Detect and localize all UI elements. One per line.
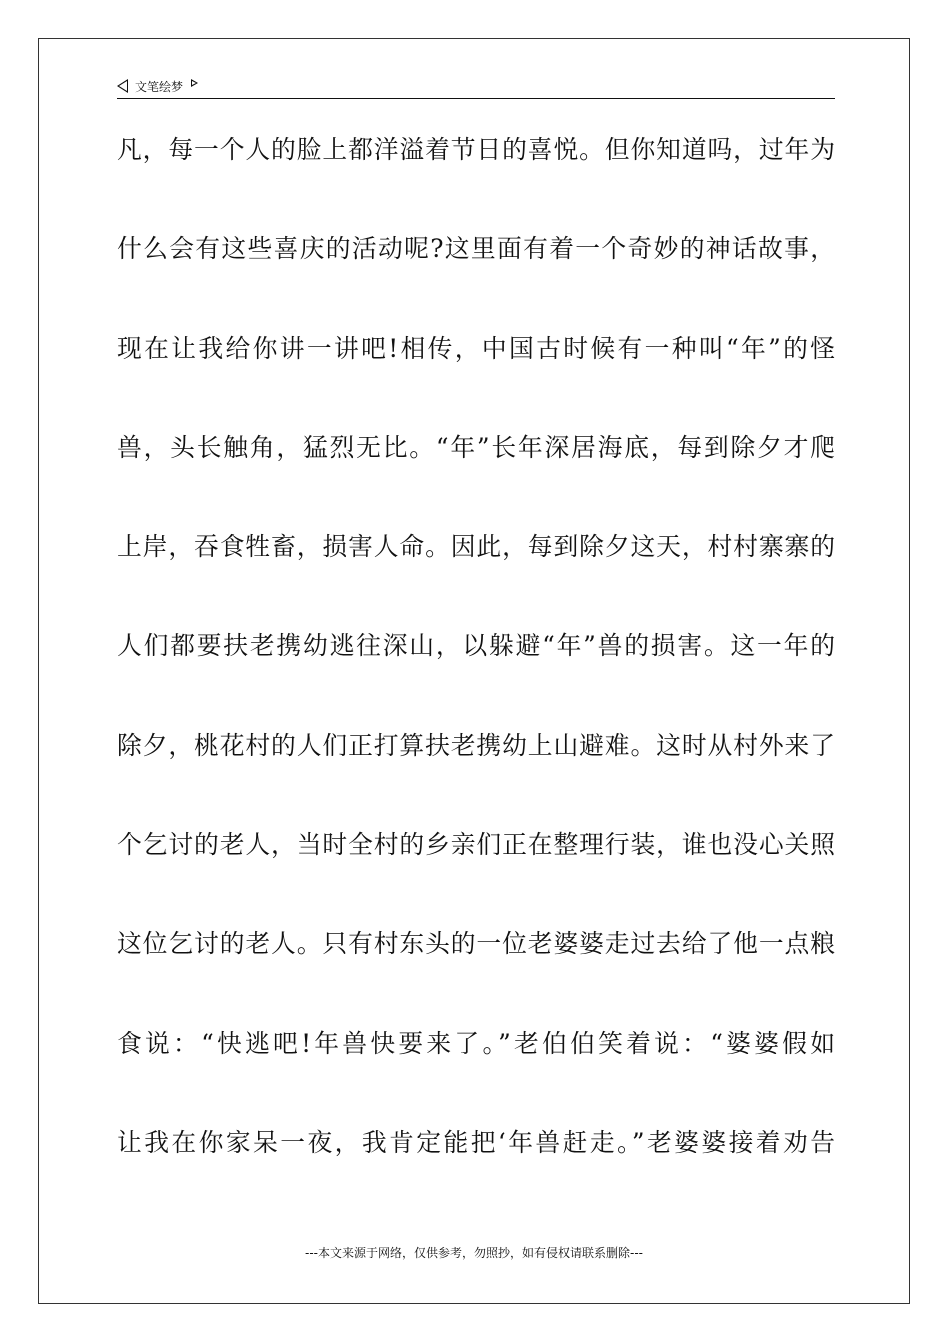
header-title: 文笔绘梦 (135, 79, 184, 94)
text-line: 食说：“快逃吧!年兽快要来了。”老伯伯笑着说：“婆婆假如 (117, 1028, 835, 1058)
text-line: 除夕，桃花村的人们正打算扶老携幼上山避难。这时从村外来了 (117, 730, 835, 760)
text-line: 人们都要扶老携幼逃往深山，以躲避“年”兽的损害。这一年的 (117, 631, 835, 661)
text-line: 让我在你家呆一夜，我肯定能把‘年兽赶走。”老婆婆接着劝告 (117, 1127, 835, 1157)
page-header (117, 74, 835, 99)
triangle-left-icon (117, 79, 128, 93)
text-line: 凡，每一个人的脸上都洋溢着节日的喜悦。但你知道吗，过年为 (117, 135, 835, 164)
text-line: 这位乞讨的老人。只有村东头的一位老婆婆走过去给了他一点粮 (117, 929, 835, 959)
footer-disclaimer: ---本文来源于网络，仅供参考，勿照抄，如有侵权请联系删除--- (305, 1246, 643, 1260)
text-line: 现在让我给你讲一讲吧!相传，中国古时候有一种叫“年”的怪 (117, 333, 835, 363)
text-line: 个乞讨的老人，当时全村的乡亲们正在整理行装，谁也没心关照 (117, 830, 835, 860)
body-text (117, 120, 835, 1212)
triangle-right-icon (191, 79, 198, 87)
text-line: 什么会有这些喜庆的活动呢?这里面有着一个奇妙的神话故事， (117, 234, 835, 264)
text-line: 上岸，吞食牲畜，损害人命。因此，每到除夕这天，村村寨寨的 (117, 532, 835, 562)
text-line: 兽，头长触角，猛烈无比。“年”长年深居海底，每到除夕才爬 (117, 432, 835, 462)
